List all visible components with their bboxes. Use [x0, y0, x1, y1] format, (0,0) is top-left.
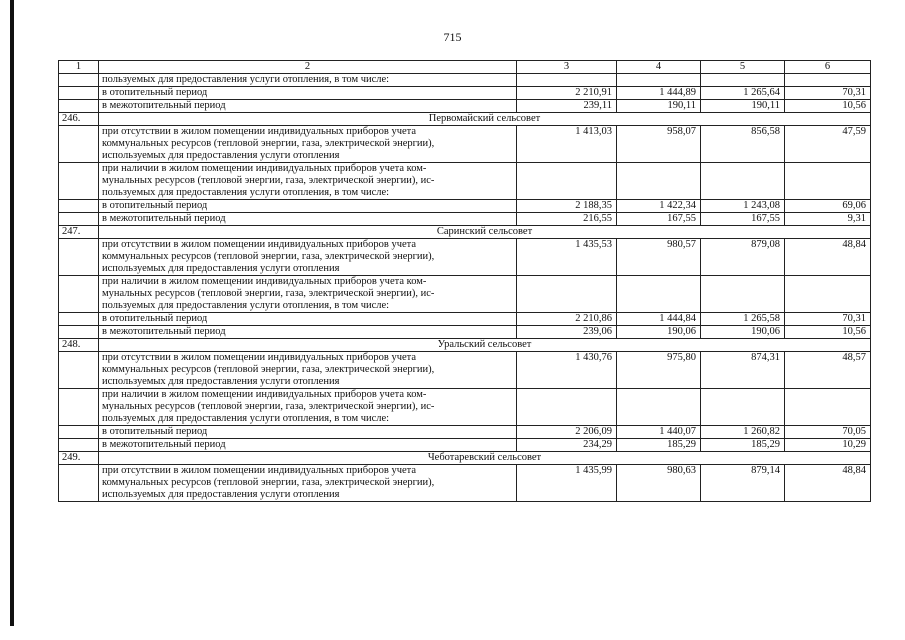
header-cell: 1: [59, 61, 99, 74]
row-description: [99, 126, 517, 163]
row-description: в межотопительный период: [99, 326, 517, 339]
row-index: 249.: [59, 452, 99, 465]
row-description: в межотопительный период: [99, 439, 517, 452]
row-description: в отопительный период: [99, 200, 517, 213]
scan-edge-bar: [10, 0, 14, 626]
row-index: [59, 163, 99, 200]
value-cell-v5: 190,11: [701, 100, 785, 113]
row-index: [59, 465, 99, 502]
row-index: [59, 239, 99, 276]
value-cell-v5: 167,55: [701, 213, 785, 226]
description-line: пользуемых для предоставления услуги отопления, в том числе:: [102, 300, 390, 311]
value-cell-v6: 69,06: [785, 200, 871, 213]
row-description: в отопительный период: [99, 87, 517, 100]
description-line: коммунальных ресурсов (тепловой энергии, газа, электрической энергии),: [102, 138, 435, 149]
value-cell-v3: 2 210,91: [517, 87, 617, 100]
description-line: коммунальных ресурсов (тепловой энергии, газа, электрической энергии),: [102, 251, 435, 262]
value-cell-v3: 1 435,99: [517, 465, 617, 502]
value-cell-v3: 1 430,76: [517, 352, 617, 389]
table-body: [59, 61, 871, 502]
value-cell-v6: [785, 74, 871, 87]
description-row: [59, 276, 871, 313]
description-row: [59, 163, 871, 200]
header-cell: 3: [517, 61, 617, 74]
row-description: [99, 465, 517, 502]
header-row: [59, 61, 871, 74]
description-line: коммунальных ресурсов (тепловой энергии, газа, электрической энергии),: [102, 477, 435, 488]
period-row: [59, 87, 871, 100]
value-cell-v5: 879,08: [701, 239, 785, 276]
value-cell-v6: [785, 163, 871, 200]
row-description: [99, 352, 517, 389]
row-index: [59, 100, 99, 113]
description-line: при отсутствии в жилом помещении индивидуальных приборов учета: [102, 352, 417, 363]
description-row: [59, 465, 871, 502]
period-row: [59, 313, 871, 326]
value-cell-v5: 190,06: [701, 326, 785, 339]
value-cell-v4: 1 444,89: [617, 87, 701, 100]
value-cell-v5: 879,14: [701, 465, 785, 502]
value-cell-v6: [785, 389, 871, 426]
section-row: [59, 339, 871, 352]
row-index: [59, 352, 99, 389]
row-index: [59, 276, 99, 313]
value-cell-v4: [617, 74, 701, 87]
value-cell-v5: [701, 74, 785, 87]
description-line: мунальных ресурсов (тепловой энергии, газа, электрической энергии), ис-: [102, 175, 435, 186]
description-line: коммунальных ресурсов (тепловой энергии, газа, электрической энергии),: [102, 364, 435, 375]
value-cell-v3: 239,11: [517, 100, 617, 113]
description-line: пользуемых для предоставления услуги отопления, в том числе:: [102, 74, 390, 85]
description-line: при отсутствии в жилом помещении индивидуальных приборов учета: [102, 465, 417, 476]
row-index: [59, 74, 99, 87]
row-index: 247.: [59, 226, 99, 239]
value-cell-v4: 190,11: [617, 100, 701, 113]
value-cell-v6: 70,05: [785, 426, 871, 439]
value-cell-v4: [617, 389, 701, 426]
value-cell-v3: 2 210,86: [517, 313, 617, 326]
value-cell-v5: 856,58: [701, 126, 785, 163]
row-index: [59, 326, 99, 339]
value-cell-v4: 980,63: [617, 465, 701, 502]
value-cell-v3: [517, 276, 617, 313]
row-description: [99, 276, 517, 313]
value-cell-v6: 48,57: [785, 352, 871, 389]
row-description: [99, 163, 517, 200]
value-cell-v4: 980,57: [617, 239, 701, 276]
description-row: [59, 239, 871, 276]
description-line: мунальных ресурсов (тепловой энергии, газа, электрической энергии), ис-: [102, 288, 435, 299]
section-row: [59, 452, 871, 465]
section-title: Саринский сельсовет: [99, 226, 871, 239]
row-index: [59, 389, 99, 426]
description-line: используемых для предоставления услуги отопления: [102, 489, 340, 500]
period-row: [59, 213, 871, 226]
value-cell-v5: [701, 163, 785, 200]
description-line: пользуемых для предоставления услуги отопления, в том числе:: [102, 413, 390, 424]
description-line: при отсутствии в жилом помещении индивидуальных приборов учета: [102, 126, 417, 137]
row-index: [59, 313, 99, 326]
description-line: используемых для предоставления услуги отопления: [102, 263, 340, 274]
value-cell-v4: 167,55: [617, 213, 701, 226]
section-title: Чеботаревский сельсовет: [99, 452, 871, 465]
description-line: при отсутствии в жилом помещении индивидуальных приборов учета: [102, 239, 417, 250]
row-index: 246.: [59, 113, 99, 126]
period-row: [59, 326, 871, 339]
header-cell: 2: [99, 61, 517, 74]
value-cell-v5: 1 260,82: [701, 426, 785, 439]
value-cell-v3: 239,06: [517, 326, 617, 339]
value-cell-v3: [517, 163, 617, 200]
value-cell-v5: 1 265,58: [701, 313, 785, 326]
description-line: мунальных ресурсов (тепловой энергии, газа, электрической энергии), ис-: [102, 401, 435, 412]
value-cell-v6: 9,31: [785, 213, 871, 226]
row-description: в отопительный период: [99, 426, 517, 439]
value-cell-v5: 185,29: [701, 439, 785, 452]
value-cell-v4: 975,80: [617, 352, 701, 389]
description-row: [59, 126, 871, 163]
section-row: [59, 113, 871, 126]
row-index: [59, 426, 99, 439]
description-line: при наличии в жилом помещении индивидуальных приборов учета ком-: [102, 276, 427, 287]
value-cell-v6: 48,84: [785, 239, 871, 276]
value-cell-v3: 2 206,09: [517, 426, 617, 439]
header-cell: 4: [617, 61, 701, 74]
description-row: [59, 352, 871, 389]
value-cell-v5: [701, 389, 785, 426]
value-cell-v5: 1 243,08: [701, 200, 785, 213]
row-index: [59, 213, 99, 226]
row-description: [99, 74, 517, 87]
row-description: в межотопительный период: [99, 100, 517, 113]
section-title: Уральский сельсовет: [99, 339, 871, 352]
description-line: при наличии в жилом помещении индивидуальных приборов учета ком-: [102, 163, 427, 174]
value-cell-v5: 1 265,64: [701, 87, 785, 100]
description-line: используемых для предоставления услуги отопления: [102, 150, 340, 161]
value-cell-v6: [785, 276, 871, 313]
period-row: [59, 426, 871, 439]
row-description: [99, 239, 517, 276]
description-row: [59, 74, 871, 87]
value-cell-v3: 1 413,03: [517, 126, 617, 163]
description-row: [59, 389, 871, 426]
description-line: при наличии в жилом помещении индивидуальных приборов учета ком-: [102, 389, 427, 400]
value-cell-v4: 1 444,84: [617, 313, 701, 326]
value-cell-v3: [517, 389, 617, 426]
row-description: [99, 389, 517, 426]
section-row: [59, 226, 871, 239]
value-cell-v6: 10,56: [785, 326, 871, 339]
row-index: [59, 439, 99, 452]
value-cell-v4: 1 440,07: [617, 426, 701, 439]
value-cell-v5: [701, 276, 785, 313]
row-description: в межотопительный период: [99, 213, 517, 226]
value-cell-v6: 47,59: [785, 126, 871, 163]
row-index: [59, 200, 99, 213]
value-cell-v4: 190,06: [617, 326, 701, 339]
row-index: [59, 87, 99, 100]
value-cell-v6: 10,56: [785, 100, 871, 113]
period-row: [59, 200, 871, 213]
page-number: 715: [443, 30, 462, 44]
value-cell-v4: 1 422,34: [617, 200, 701, 213]
period-row: [59, 439, 871, 452]
section-title: Первомайский сельсовет: [99, 113, 871, 126]
value-cell-v4: 958,07: [617, 126, 701, 163]
value-cell-v4: [617, 163, 701, 200]
header-cell: 5: [701, 61, 785, 74]
description-line: используемых для предоставления услуги отопления: [102, 376, 340, 387]
period-row: [59, 100, 871, 113]
value-cell-v3: 234,29: [517, 439, 617, 452]
value-cell-v6: 48,84: [785, 465, 871, 502]
row-index: 248.: [59, 339, 99, 352]
value-cell-v3: 216,55: [517, 213, 617, 226]
description-line: пользуемых для предоставления услуги отопления, в том числе:: [102, 187, 390, 198]
value-cell-v3: [517, 74, 617, 87]
value-cell-v3: 2 188,35: [517, 200, 617, 213]
value-cell-v4: [617, 276, 701, 313]
header-cell: 6: [785, 61, 871, 74]
row-description: в отопительный период: [99, 313, 517, 326]
value-cell-v3: 1 435,53: [517, 239, 617, 276]
value-cell-v6: 70,31: [785, 313, 871, 326]
value-cell-v6: 70,31: [785, 87, 871, 100]
value-cell-v4: 185,29: [617, 439, 701, 452]
value-cell-v6: 10,29: [785, 439, 871, 452]
tariff-table: [58, 60, 871, 502]
value-cell-v5: 874,31: [701, 352, 785, 389]
row-index: [59, 126, 99, 163]
